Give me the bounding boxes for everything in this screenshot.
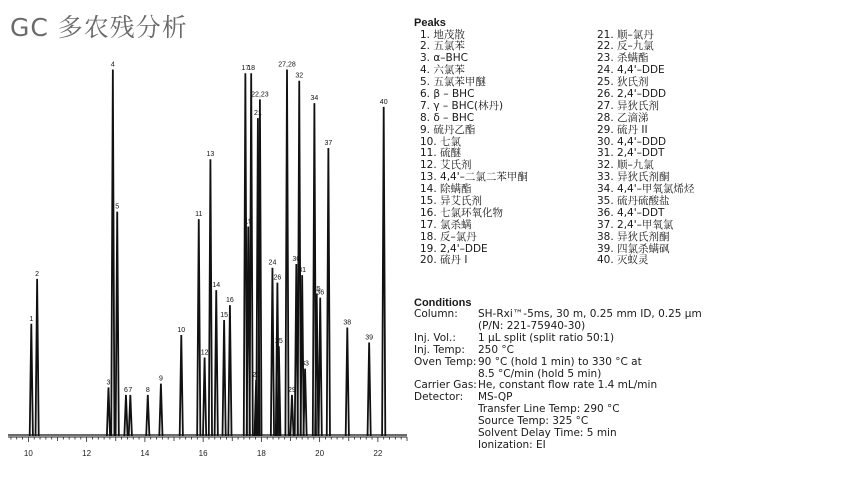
- x-tick-label: 16: [198, 449, 208, 458]
- peak-list-item: 19. 2,4'–DDE: [420, 242, 488, 255]
- peak-list-item: 29. 硫丹 II: [597, 123, 648, 136]
- peak-13: [209, 159, 212, 436]
- peak-label: 16: [226, 297, 234, 305]
- condition-row: [414, 440, 702, 452]
- peak-label: 37: [324, 140, 333, 148]
- condition-value: Source Temp: 325 °C: [478, 415, 589, 428]
- peak-label: 40: [379, 98, 388, 106]
- peak-label: 5: [115, 203, 120, 211]
- condition-key: Detector:: [414, 391, 464, 404]
- peak-label: 39: [365, 334, 374, 342]
- peak-list-item: 30. 4,4'–DDD: [597, 135, 667, 148]
- peak-list-item: 36. 4,4'–DDT: [597, 206, 665, 219]
- peak-list-item: 22. 反–九氯: [597, 40, 654, 53]
- peak-29: [290, 395, 293, 436]
- peaks-column-right: [597, 30, 777, 268]
- condition-value: Ionization: EI: [478, 438, 546, 451]
- peak-8: [146, 395, 149, 436]
- peak-39: [368, 343, 371, 437]
- peak-list-item: 34. 4,4'–甲氧氯烯烃: [597, 183, 695, 196]
- peak-list-item: 24. 4,4'–DDE: [597, 64, 665, 77]
- peak-list-item: 18. 反–氯丹: [420, 230, 477, 243]
- peak-list-item: 7. γ – BHC(林丹): [420, 99, 504, 112]
- x-tick-label: 12: [82, 449, 92, 458]
- peak-label: 8: [145, 386, 150, 394]
- info-panel: [414, 18, 854, 288]
- peak-label: 17: [241, 65, 250, 73]
- peak-list-item: 38. 异狄氏剂酮: [597, 230, 670, 243]
- peak-label: 2: [35, 270, 40, 278]
- condition-key: Inj. Temp:: [414, 343, 465, 356]
- peak-list-item: 9. 硫丹乙酯: [420, 123, 476, 136]
- peak-label: 20: [252, 371, 261, 379]
- peak-list-item: 27. 异狄氏剂: [597, 99, 660, 112]
- peak-list-item: 8. δ – BHC: [420, 111, 475, 124]
- peak-label: 6: [123, 386, 128, 394]
- peak-list-item: 2. 五氯苯: [420, 40, 465, 53]
- peak-label: 32: [295, 72, 304, 80]
- peak-38: [346, 328, 349, 436]
- condition-row: [414, 333, 702, 345]
- peak-6: [124, 395, 127, 436]
- peak-label: 25: [274, 338, 283, 346]
- peak-14: [215, 290, 218, 436]
- peak-label: 12: [200, 349, 209, 357]
- condition-value: (P/N: 221-75940-30): [478, 319, 586, 332]
- chromatogram-chart: [0, 0, 410, 479]
- peak-19: [247, 227, 250, 436]
- x-tick-label: 20: [315, 449, 325, 458]
- peak-list-item: 3. α–BHC: [420, 52, 468, 65]
- peak-label: 30: [292, 255, 301, 263]
- peak-label: 22,23: [251, 91, 269, 99]
- peak-list-item: 23. 杀螨酯: [597, 52, 649, 65]
- peak-5: [116, 212, 119, 436]
- peak-11: [197, 219, 200, 436]
- peak-list-item: 17. 氯杀螨: [420, 218, 472, 231]
- x-tick-label: 10: [23, 449, 33, 458]
- peak-list-item: 10. 七氯: [420, 135, 462, 148]
- peak-label: 34: [310, 95, 319, 103]
- peak-9: [159, 384, 162, 436]
- peak-4: [111, 69, 114, 436]
- condition-value: 8.5 °C/min (hold 5 min): [478, 367, 602, 380]
- peak-label: 3: [106, 379, 111, 387]
- peak-24: [271, 268, 274, 436]
- chromatogram-peaks: [8, 69, 407, 436]
- peak-list-item: 26. 2,4'–DDD: [597, 87, 667, 100]
- peak-list-item: 25. 狄氏剂: [597, 76, 649, 89]
- peaks-list: [414, 30, 854, 288]
- peak-list-item: 5. 五氯苯甲醚: [420, 76, 486, 89]
- condition-key: Column:: [414, 308, 458, 320]
- peak-label: 29: [288, 386, 296, 394]
- x-tick-label: 14: [140, 449, 150, 458]
- peak-list-item: 12. 艾氏剂: [420, 159, 472, 172]
- condition-value: 1 µL split (split ratio 50:1): [478, 331, 615, 344]
- peak-27-28: [285, 69, 288, 436]
- peak-list-item: 35. 硫丹硫酸盐: [597, 194, 670, 207]
- peak-37: [327, 148, 330, 436]
- peak-label: 10: [177, 327, 186, 335]
- conditions-list: [414, 309, 702, 452]
- condition-value: 250 °C: [478, 343, 514, 356]
- peaks-heading: Peaks: [414, 17, 446, 29]
- peak-3: [107, 387, 110, 436]
- peak-16: [228, 305, 231, 436]
- condition-key: Oven Temp:: [414, 355, 477, 368]
- condition-row: [414, 345, 702, 357]
- peak-label: 27,28: [278, 61, 296, 69]
- condition-row: [414, 357, 702, 369]
- peak-1: [30, 324, 33, 436]
- condition-key: Carrier Gas:: [414, 379, 477, 392]
- peak-label: 11: [195, 211, 203, 219]
- peak-label: 9: [158, 375, 163, 383]
- condition-value: MS-QP: [478, 391, 513, 404]
- peak-12: [203, 357, 206, 436]
- x-tick-label: 22: [373, 449, 383, 458]
- peak-40: [382, 107, 385, 436]
- x-axis: [8, 437, 407, 458]
- peak-label: 14: [212, 282, 221, 290]
- peak-label: 36: [316, 289, 325, 297]
- peak-list-item: 16. 七氯环氧化物: [420, 206, 504, 219]
- peak-15: [223, 320, 226, 436]
- peak-label: 38: [343, 319, 352, 327]
- peak-list-item: 14. 除螨酯: [420, 183, 472, 196]
- peak-list-item: 28. 乙滴涕: [597, 111, 649, 124]
- peak-label: 15: [220, 312, 228, 320]
- peak-33: [303, 369, 306, 436]
- condition-value: He, constant flow rate 1.4 mL/min: [478, 379, 658, 392]
- peak-list-item: 33. 异狄氏剂酮: [597, 171, 670, 184]
- peak-2: [36, 279, 39, 436]
- condition-key: Inj. Vol.:: [414, 331, 456, 344]
- peak-7: [129, 395, 132, 436]
- peak-label: 13: [206, 151, 215, 159]
- condition-value: Transfer Line Temp: 290 °C: [478, 403, 620, 416]
- peak-label: 21: [253, 110, 262, 118]
- condition-value: Solvent Delay Time: 5 min: [478, 427, 617, 440]
- peak-list-item: 11. 硫醚: [420, 147, 462, 160]
- condition-value: 90 °C (hold 1 min) to 330 °C at: [478, 355, 642, 368]
- x-tick-label: 18: [256, 449, 266, 458]
- peak-label: 18: [247, 65, 256, 73]
- peak-list-item: 39. 四氯杀螨砜: [597, 242, 670, 255]
- peak-list-item: 15. 异艾氏剂: [420, 194, 483, 207]
- peak-label: 4: [110, 61, 115, 69]
- peak-list-item: 1. 地茂散: [420, 28, 465, 41]
- peak-list-item: 37. 2,4'–甲氧氯: [597, 218, 674, 231]
- peak-label: 19: [244, 218, 253, 226]
- peak-list-item: 40. 灭蚁灵: [597, 254, 649, 267]
- peak-label: 33: [301, 360, 309, 368]
- peak-list-item: 6. β – BHC: [420, 87, 475, 100]
- peak-label: 1: [29, 315, 34, 323]
- page-title: GC 多农残分析: [10, 13, 188, 42]
- peaks-column-left: [420, 30, 600, 268]
- peak-list-item: 32. 顺–九氯: [597, 159, 654, 172]
- peak-list-item: 20. 硫丹 I: [420, 254, 468, 267]
- peak-list-item: 31. 2,4'–DDT: [597, 147, 665, 160]
- peak-label: 24: [268, 259, 277, 267]
- peak-label: 35: [312, 285, 321, 293]
- peak-label: 7: [128, 386, 133, 394]
- peak-list-item: 4. 六氯苯: [420, 64, 465, 77]
- peak-36: [319, 298, 322, 436]
- peak-label: 26: [273, 274, 282, 282]
- conditions-heading: Conditions: [414, 297, 472, 309]
- peak-10: [180, 335, 183, 436]
- peak-label: 31: [298, 267, 307, 275]
- peak-list-item: 21. 顺–氯丹: [597, 28, 654, 41]
- condition-value: SH-Rxi™-5ms, 30 m, 0.25 mm ID, 0.25 µm: [478, 308, 702, 320]
- peak-list-item: 13. 4,4'–二氯二苯甲酮: [420, 171, 528, 184]
- condition-row: [414, 428, 702, 440]
